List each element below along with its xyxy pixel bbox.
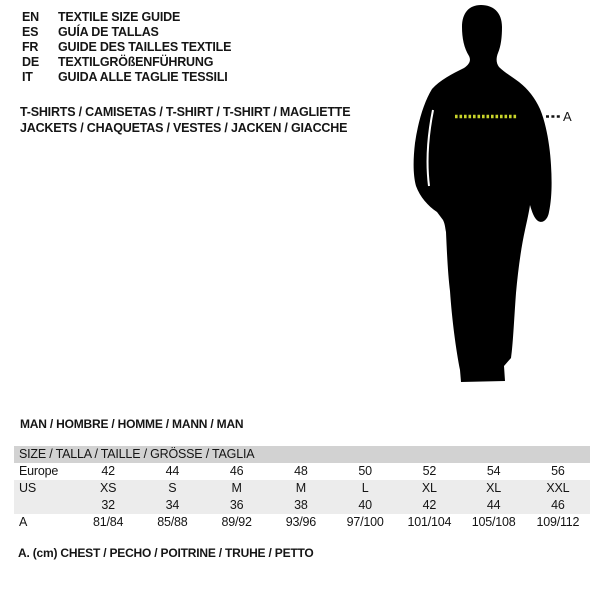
language-label: GUIDE DES TAILLES TEXTILE <box>58 40 232 54</box>
table-row-us <box>14 480 590 497</box>
language-row-de <box>22 55 231 70</box>
size-cell: 36 <box>205 497 269 514</box>
language-row-fr <box>22 40 231 55</box>
size-cell: L <box>333 480 397 497</box>
measure-label-a: A <box>563 109 572 124</box>
language-list <box>22 10 231 85</box>
row-label <box>14 497 76 514</box>
size-cell: 93/96 <box>285 515 317 529</box>
size-cell: XL <box>397 480 461 497</box>
size-cell: M <box>269 480 333 497</box>
language-label: GUÍA DE TALLAS <box>58 25 159 39</box>
size-cell: 44 <box>165 464 180 478</box>
size-cell: 85/88 <box>157 515 188 529</box>
size-cell: 42 <box>397 497 461 514</box>
size-cell: XS <box>76 480 140 497</box>
size-cell: 54 <box>486 464 501 478</box>
size-cell: S <box>140 480 204 497</box>
size-cell: 32 <box>76 497 140 514</box>
language-code: IT <box>22 70 33 84</box>
size-cell: 97/100 <box>346 515 384 529</box>
size-cell: 40 <box>333 497 397 514</box>
language-code: DE <box>22 55 39 69</box>
language-label: TEXTILGRÖßENFÜHRUNG <box>58 55 214 69</box>
size-table-header: SIZE / TALLA / TAILLE / GRÖSSE / TAGLIA <box>14 446 590 463</box>
size-cell: 44 <box>462 497 526 514</box>
language-label: GUIDA ALLE TAGLIE TESSILI <box>58 70 228 84</box>
size-cell: XL <box>462 480 526 497</box>
footnote-chest: A. (cm) CHEST / PECHO / POITRINE / TRUHE / PETTO <box>18 546 314 560</box>
size-cell: 50 <box>358 464 372 478</box>
language-row-it <box>22 70 231 85</box>
category-jackets: JACKETS / CHAQUETAS / VESTES / JACKEN / GIACCHE <box>20 120 348 135</box>
language-row-en <box>22 10 231 25</box>
size-cell: 89/92 <box>221 515 252 529</box>
size-cell: 46 <box>526 497 590 514</box>
size-table-header-row <box>14 446 590 463</box>
size-cell: 38 <box>269 497 333 514</box>
row-label: Europe <box>19 464 59 478</box>
size-cell: M <box>205 480 269 497</box>
language-code: ES <box>22 25 39 39</box>
man-figure <box>400 0 600 400</box>
size-cell: 34 <box>140 497 204 514</box>
size-table <box>14 446 590 531</box>
language-row-es <box>22 25 231 40</box>
size-cell: 48 <box>294 464 308 478</box>
size-cell: 56 <box>551 464 565 478</box>
category-tshirts: T-SHIRTS / CAMISETAS / T-SHIRT / T-SHIRT / MAGLIETTE <box>20 105 351 119</box>
language-code: EN <box>22 10 39 24</box>
language-code: FR <box>22 40 39 54</box>
man-silhouette <box>414 5 552 382</box>
category-list <box>20 105 350 136</box>
size-cell: 109/112 <box>536 515 580 529</box>
row-label: A <box>19 515 28 529</box>
table-row-chest-a <box>14 514 590 531</box>
size-cell: 81/84 <box>92 515 124 529</box>
size-cell: XXL <box>526 480 590 497</box>
table-row-europe <box>14 463 590 480</box>
size-cell: 105/108 <box>471 515 516 529</box>
size-cell: 101/104 <box>407 515 452 529</box>
section-title-man: MAN / HOMBRE / HOMME / MANN / MAN <box>20 417 244 431</box>
table-row-numeric <box>14 497 590 514</box>
language-label: TEXTILE SIZE GUIDE <box>58 10 181 24</box>
size-cell: 42 <box>101 464 115 478</box>
size-cell: 46 <box>229 464 244 478</box>
size-cell: 52 <box>422 464 437 478</box>
row-label: US <box>14 480 76 497</box>
